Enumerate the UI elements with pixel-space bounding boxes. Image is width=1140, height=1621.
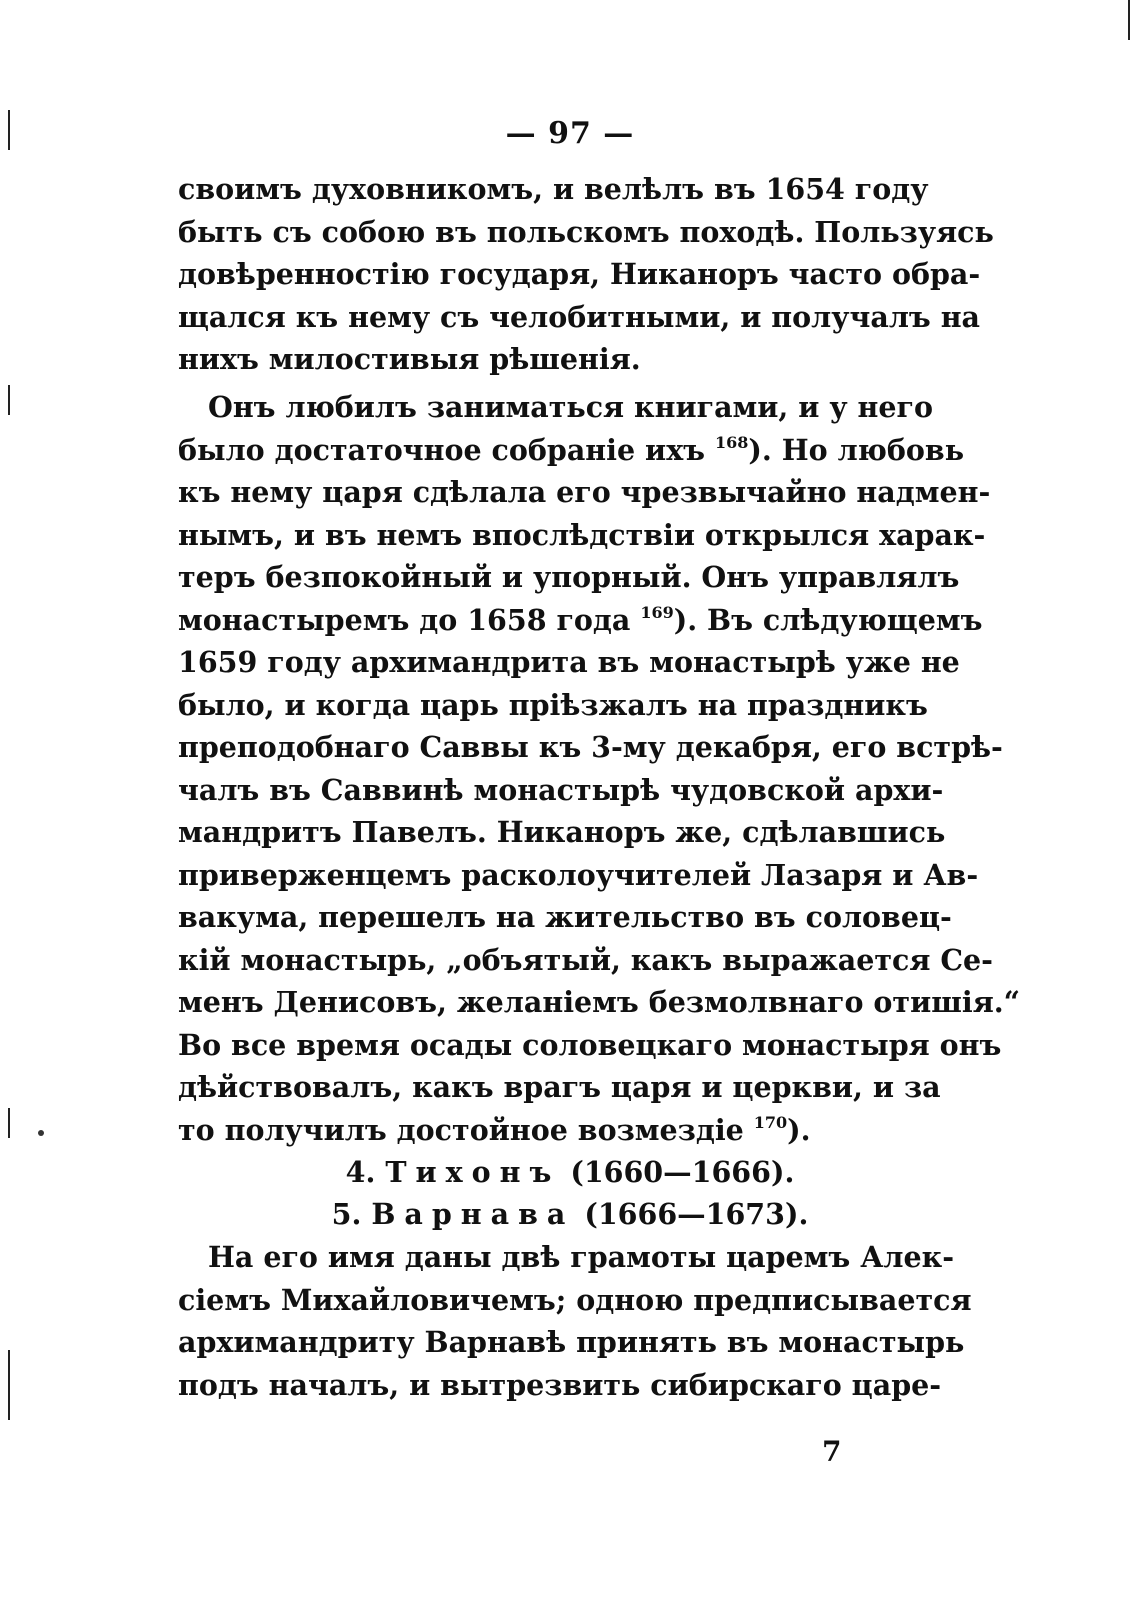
section-number: 5.: [331, 1197, 362, 1231]
text-line-with-footnote: [178, 599, 983, 642]
text-line: быть съ собою въ польскомъ походѣ. Пользуясь: [178, 214, 994, 249]
text-line: къ нему царя сдѣлала его чрезвычайно надмен-: [178, 475, 991, 509]
text-line: дѣйствовалъ, какъ врагъ царя и церкви, и за: [178, 1070, 941, 1104]
text-line: менъ Денисовъ, желаніемъ безмолвнаго отишія.“: [178, 985, 1021, 1019]
text-line: преподобнаго Саввы къ 3-му декабря, его встрѣ-: [178, 730, 1003, 764]
section-heading-tikhon: [0, 1152, 1140, 1192]
text-line: своимъ духовникомъ, и велѣлъ въ 1654 году: [178, 172, 929, 206]
text-line: теръ безпокойный и упорный. Онъ управлялъ: [178, 560, 960, 594]
text-line: вакума, перешелъ на жительство въ соловец-: [178, 900, 952, 934]
ink-speck: [38, 1130, 44, 1136]
text-line: На его имя даны двѣ грамоты царемъ Алек-: [208, 1240, 955, 1274]
left-margin-mark: [8, 385, 10, 415]
text-line-with-footnote: [178, 429, 965, 472]
text-line: было, и когда царь пріѣзжалъ на праздникъ: [178, 687, 928, 722]
page-number: — 97 —: [505, 116, 635, 151]
left-margin-mark: [8, 1350, 10, 1420]
text-line: щался къ нему съ челобитными, и получалъ на: [178, 299, 981, 334]
text-line: Онъ любилъ заниматься книгами, и у него: [208, 390, 933, 424]
paragraph-continuation: [178, 168, 994, 381]
signature-mark: 7: [822, 1435, 842, 1468]
text-fragment: ). Но любовь: [748, 432, 965, 467]
section-years: (1666—1673).: [584, 1197, 809, 1231]
text-line: кій монастырь, „объятый, какъ выражается Се-: [178, 942, 993, 977]
text-line: мандритъ Павелъ. Никаноръ же, сдѣлавшись: [178, 815, 946, 849]
text-line-with-footnote: [178, 1109, 915, 1152]
text-fragment: то получилъ достойное возмездіе: [178, 1112, 754, 1147]
text-line: 1659 году архимандрита въ монастырѣ уже не: [178, 645, 960, 679]
text-line: приверженцемъ расколоучителей Лазаря и Ав-: [178, 857, 979, 892]
text-line: архимандриту Варнавѣ принять въ монастырь: [178, 1325, 965, 1359]
text-fragment: ).: [787, 1112, 811, 1147]
text-fragment: монастыремъ до 1658 года: [178, 602, 641, 637]
text-line: довѣренностію государя, Никаноръ часто обра-: [178, 257, 981, 291]
text-line: сіемъ Михайловичемъ; одною предписывается: [178, 1282, 972, 1317]
paragraph-nikanor: [178, 386, 1021, 1151]
right-margin-mark: [1128, 0, 1130, 40]
section-number: 4.: [345, 1155, 376, 1189]
footnote-ref: 168: [714, 432, 749, 452]
text-fragment: было достаточное собраніе ихъ: [178, 432, 715, 467]
text-fragment: ). Въ слѣдующемъ: [673, 602, 983, 637]
text-line: Во все время осады соловецкаго монастыря онъ: [178, 1027, 1002, 1062]
section-heading-varnava: [0, 1194, 1140, 1234]
text-line: нымъ, и въ немъ впослѣдствіи открылся харак-: [178, 517, 986, 552]
text-line: подъ началъ, и вытрезвить сибирскаго царе-: [178, 1367, 942, 1402]
section-name: Тихонъ: [385, 1155, 561, 1189]
paragraph-varnava: [178, 1236, 972, 1406]
text-line: чалъ въ Саввинѣ монастырѣ чудовской архи-: [178, 772, 944, 807]
footnote-ref: 170: [753, 1112, 788, 1132]
section-years: (1660—1666).: [570, 1155, 795, 1189]
left-margin-mark: [8, 1108, 10, 1138]
text-line: нихъ милостивыя рѣшенія.: [178, 342, 641, 376]
footnote-ref: 169: [640, 602, 674, 622]
section-name: Варнава: [371, 1197, 575, 1231]
